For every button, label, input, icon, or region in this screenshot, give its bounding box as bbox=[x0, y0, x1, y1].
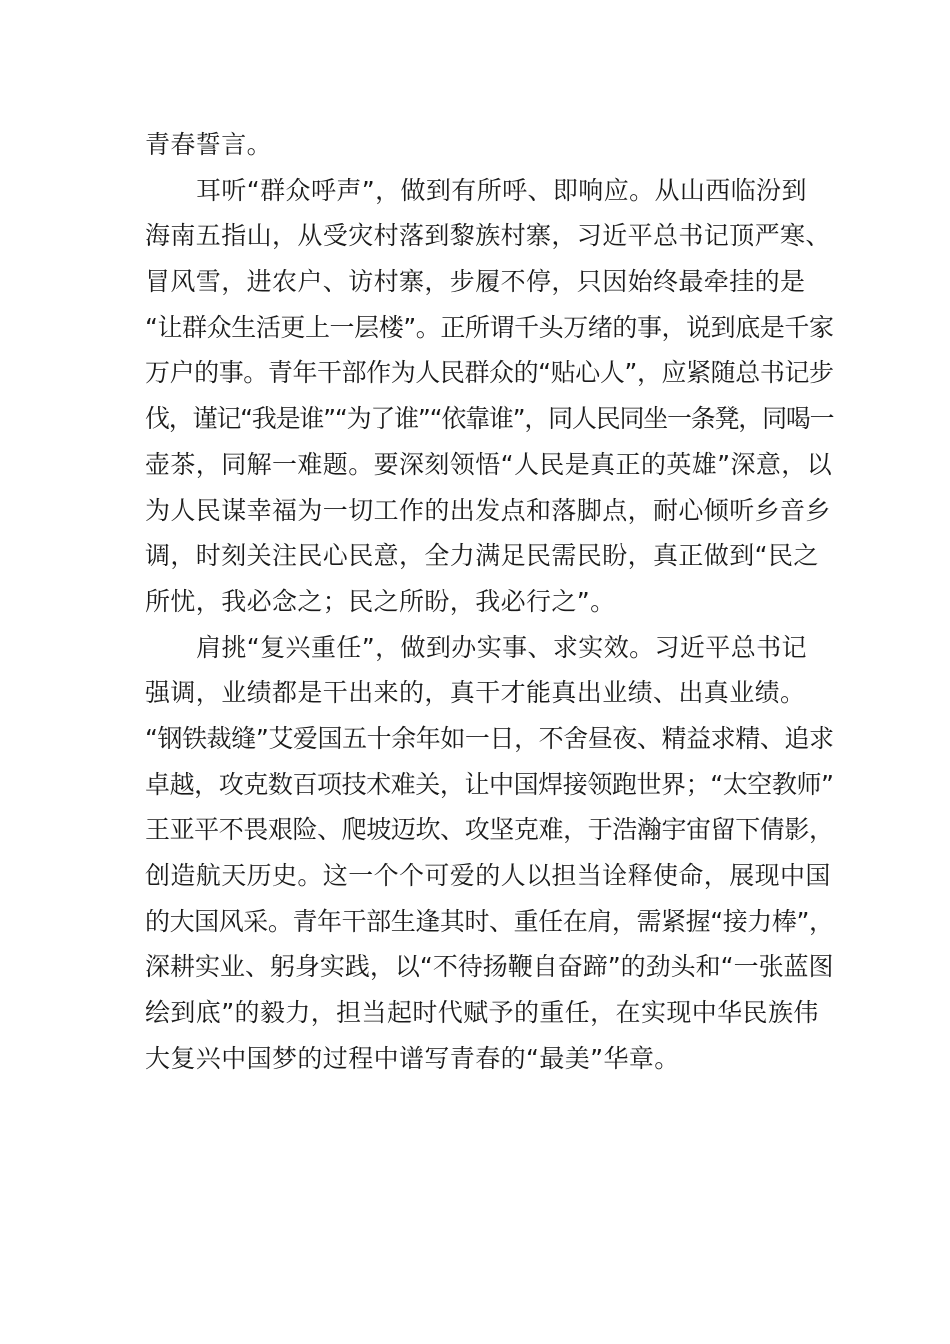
text-line: 万户的事。青年干部作为人民群众的“贴心人”，应紧随总书记步 bbox=[145, 358, 834, 388]
text-line: 王亚平不畏艰险、爬坡迈坎、攻坚克难，于浩瀚宇宙留下倩影， bbox=[145, 815, 834, 845]
body-text bbox=[145, 122, 835, 1081]
text-line: 冒风雪，进农户、访村寨，步履不停，只因始终最牵挂的是 bbox=[145, 267, 806, 297]
text-line: 青春誓言。 bbox=[145, 130, 273, 159]
text-line: 海南五指山，从受灾村落到黎族村寨，习近平总书记顶严寒、 bbox=[145, 221, 831, 251]
text-line: 伐，谨记“我是谁”“为了谁”“依靠谁”，同人民同坐一条凳，同喝一 bbox=[145, 404, 834, 434]
text-line: 调，时刻关注民心民意，全力满足民需民盼，真正做到“民之 bbox=[145, 541, 819, 571]
text-line: 为人民谋幸福为一切工作的出发点和落脚点，耐心倾听乡音乡 bbox=[145, 495, 831, 525]
text-line: 卓越，攻克数百项技术难关，让中国焊接领跑世界；“太空教师” bbox=[145, 769, 834, 799]
text-line: 所忧，我必念之；民之所盼，我必行之”。 bbox=[145, 586, 616, 616]
text-line: 深耕实业、躬身实践，以“不待扬鞭自奋蹄”的劲头和“一张蓝图 bbox=[145, 952, 834, 982]
text-line: 壶茶，同解一难题。要深刻领悟“人民是真正的英雄”深意，以 bbox=[145, 449, 833, 479]
text-line: 强调，业绩都是干出来的，真干才能真出业绩、出真业绩。 bbox=[145, 678, 806, 708]
text-line: 大复兴中国梦的过程中谱写青春的“最美”华章。 bbox=[145, 1043, 680, 1073]
text-line: 绘到底”的毅力，担当起时代赋予的重任，在实现中华民族伟 bbox=[145, 998, 819, 1028]
paragraph-first-line: 耳听“群众呼声”，做到有所呼、即响应。从山西临汾到 bbox=[196, 175, 807, 205]
text-line: “让群众生活更上一层楼”。正所谓千头万绪的事，说到底是千家 bbox=[145, 312, 834, 342]
text-line: 的大国风采。青年干部生逢其时、重任在肩，需紧握“接力棒”， bbox=[145, 906, 834, 936]
text-line: “钢铁裁缝”艾爱国五十余年如一日，不舍昼夜、精益求精、追求 bbox=[145, 723, 834, 753]
text-line: 创造航天历史。这一个个可爱的人以担当诠释使命，展现中国 bbox=[145, 861, 831, 890]
paragraph-first-line: 肩挑“复兴重任”，做到办实事、求实效。习近平总书记 bbox=[196, 632, 807, 662]
